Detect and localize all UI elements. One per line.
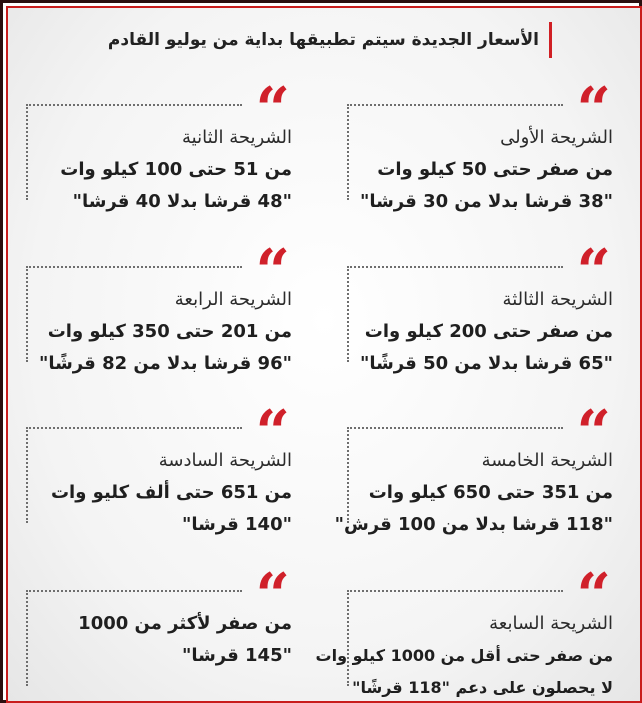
dotted-top-border [26,590,242,592]
dotted-top-border [347,427,563,429]
quote-mark-icon: “ [576,398,611,468]
quote-mark-icon: “ [255,237,290,307]
tier-price: "48 قرشا بدلا 40 قرشا" [72,191,292,212]
tier-range: من صفر حتى أقل من 1000 كيلو وات [315,646,613,665]
tier-price: "140 قرشا" [181,514,292,535]
tier-price: "145 قرشا" [181,645,292,666]
infographic-panel [6,6,642,703]
dotted-top-border [26,266,242,268]
dotted-left-border [26,104,28,200]
dotted-top-border [26,104,242,106]
tier-title: الشريحة الثالثة [502,289,613,310]
tier-title: الشريحة السابعة [489,613,613,634]
dotted-left-border [26,427,28,523]
header [108,20,552,60]
dotted-left-border [26,266,28,362]
quote-mark-icon: “ [576,237,611,307]
dotted-top-border [347,266,563,268]
tier-range: من 651 حتى ألف كليو وات [50,482,292,503]
quote-mark-icon: “ [576,561,611,631]
tier-title: الشريحة الثانية [182,127,292,148]
tier-range: من 201 حتى 350 كيلو وات [47,321,292,342]
dotted-top-border [347,104,563,106]
tier-price: لا يحصلون على دعم "118 قرشًا" [352,678,613,697]
tier-range: من 351 حتى 650 كيلو وات [368,482,613,503]
quote-mark-icon: “ [576,75,611,145]
dotted-top-border [26,427,242,429]
tier-title: الشريحة الخامسة [481,450,613,471]
dotted-left-border [347,266,349,362]
tier-range: من صفر حتى 50 كيلو وات [377,159,613,180]
tier-title: الشريحة الرابعة [174,289,292,310]
tier-price: "96 قرشا بدلا من 82 قرشًا" [38,353,292,374]
tier-title: الشريحة الأولى [500,127,613,148]
tier-price: "65 قرشا بدلا من 50 قرشًا" [359,353,613,374]
quote-mark-icon: “ [255,398,290,468]
tier-price: "118 قرشا بدلا من 100 قرش" [334,514,613,535]
dotted-left-border [347,104,349,200]
quote-mark-icon: “ [255,75,290,145]
tier-range: من صفر لأكثر من 1000 [78,613,292,634]
tier-range: من 51 حتى 100 كيلو وات [60,159,292,180]
page-title: الأسعار الجديدة سيتم تطبيقها بداية من يوليو القادم [107,30,539,50]
tier-range: من صفر حتى 200 كيلو وات [364,321,613,342]
dotted-top-border [347,590,563,592]
quote-mark-icon: “ [255,561,290,631]
tier-title: الشريحة السادسة [158,450,292,471]
dotted-left-border [26,590,28,686]
tier-price: "38 قرشا بدلا من 30 قرشا" [359,191,613,212]
header-accent-bar [549,22,552,58]
